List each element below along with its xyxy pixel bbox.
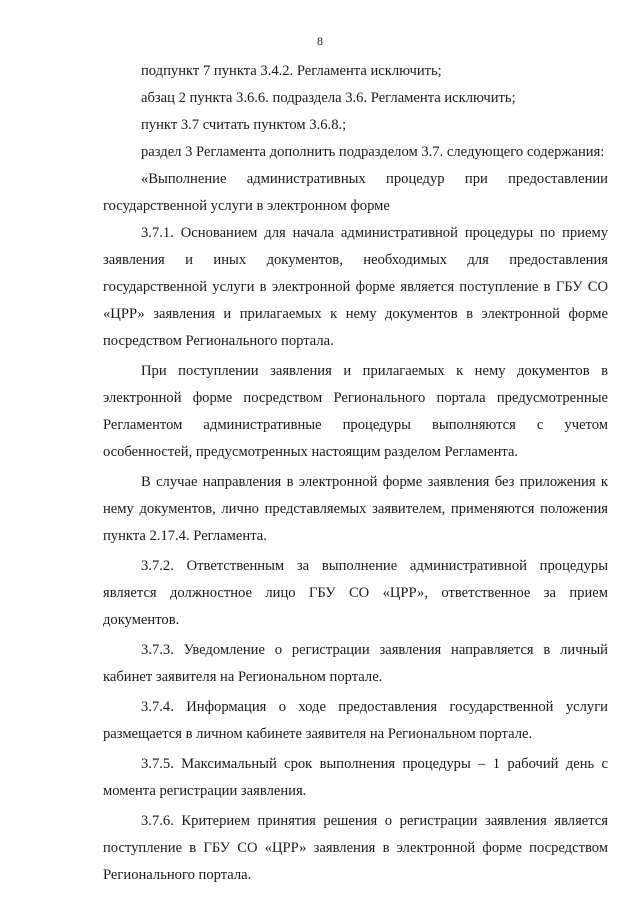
paragraph: абзац 2 пункта 3.6.6. подраздела 3.6. Регламента исключить; <box>141 90 516 106</box>
paragraph: 3.7.6. Критерием принятия решения о регистрации заявления является поступление в ГБУ СО «ЦРР» заявления в электронной форме посредством Регионального портала. <box>103 813 608 883</box>
paragraph: 3.7.1. Основанием для начала административной процедуры по приему заявления и иных документов, необходимых для предоставления государственной услуги в электронной форме является поступление в ГБУ СО «ЦРР» заявления и прилагаемых к нему документов в электронной форме посредством Регионального портала. <box>103 225 608 349</box>
paragraph: В случае направления в электронной форме заявления без приложения к нему документов, лично представляемых заявителем, применяются положения пункта 2.17.4. Регламента. <box>103 474 608 544</box>
paragraph: подпункт 7 пункта 3.4.2. Регламента исключить; <box>141 63 442 79</box>
paragraph: 3.7.3. Уведомление о регистрации заявления направляется в личный кабинет заявителя на Региональном портале. <box>103 642 608 685</box>
paragraph: 3.7.2. Ответственным за выполнение административной процедуры является должностное лицо ГБУ СО «ЦРР», ответственное за прием документов. <box>103 558 608 628</box>
page-number: 8 <box>317 34 323 48</box>
paragraph: 3.7.5. Максимальный срок выполнения процедуры – 1 рабочий день с момента регистрации заявления. <box>103 756 608 799</box>
paragraph: При поступлении заявления и прилагаемых к нему документов в электронной форме посредством Регионального портала предусмотренные Регламентом административные процедуры выполняются с учетом особенностей, предусмотренных настоящим разделом Регламента. <box>103 363 608 460</box>
paragraph: пункт 3.7 считать пунктом 3.6.8.; <box>141 117 347 133</box>
paragraph: «Выполнение административных процедур при предоставлении государственной услуги в электронном форме <box>103 171 608 214</box>
document-body <box>103 58 608 889</box>
paragraph: 3.7.4. Информация о ходе предоставления государственной услуги размещается в личном кабинете заявителя на Региональном портале. <box>103 699 608 742</box>
paragraph: раздел 3 Регламента дополнить подразделом 3.7. следующего содержания: <box>141 144 605 160</box>
